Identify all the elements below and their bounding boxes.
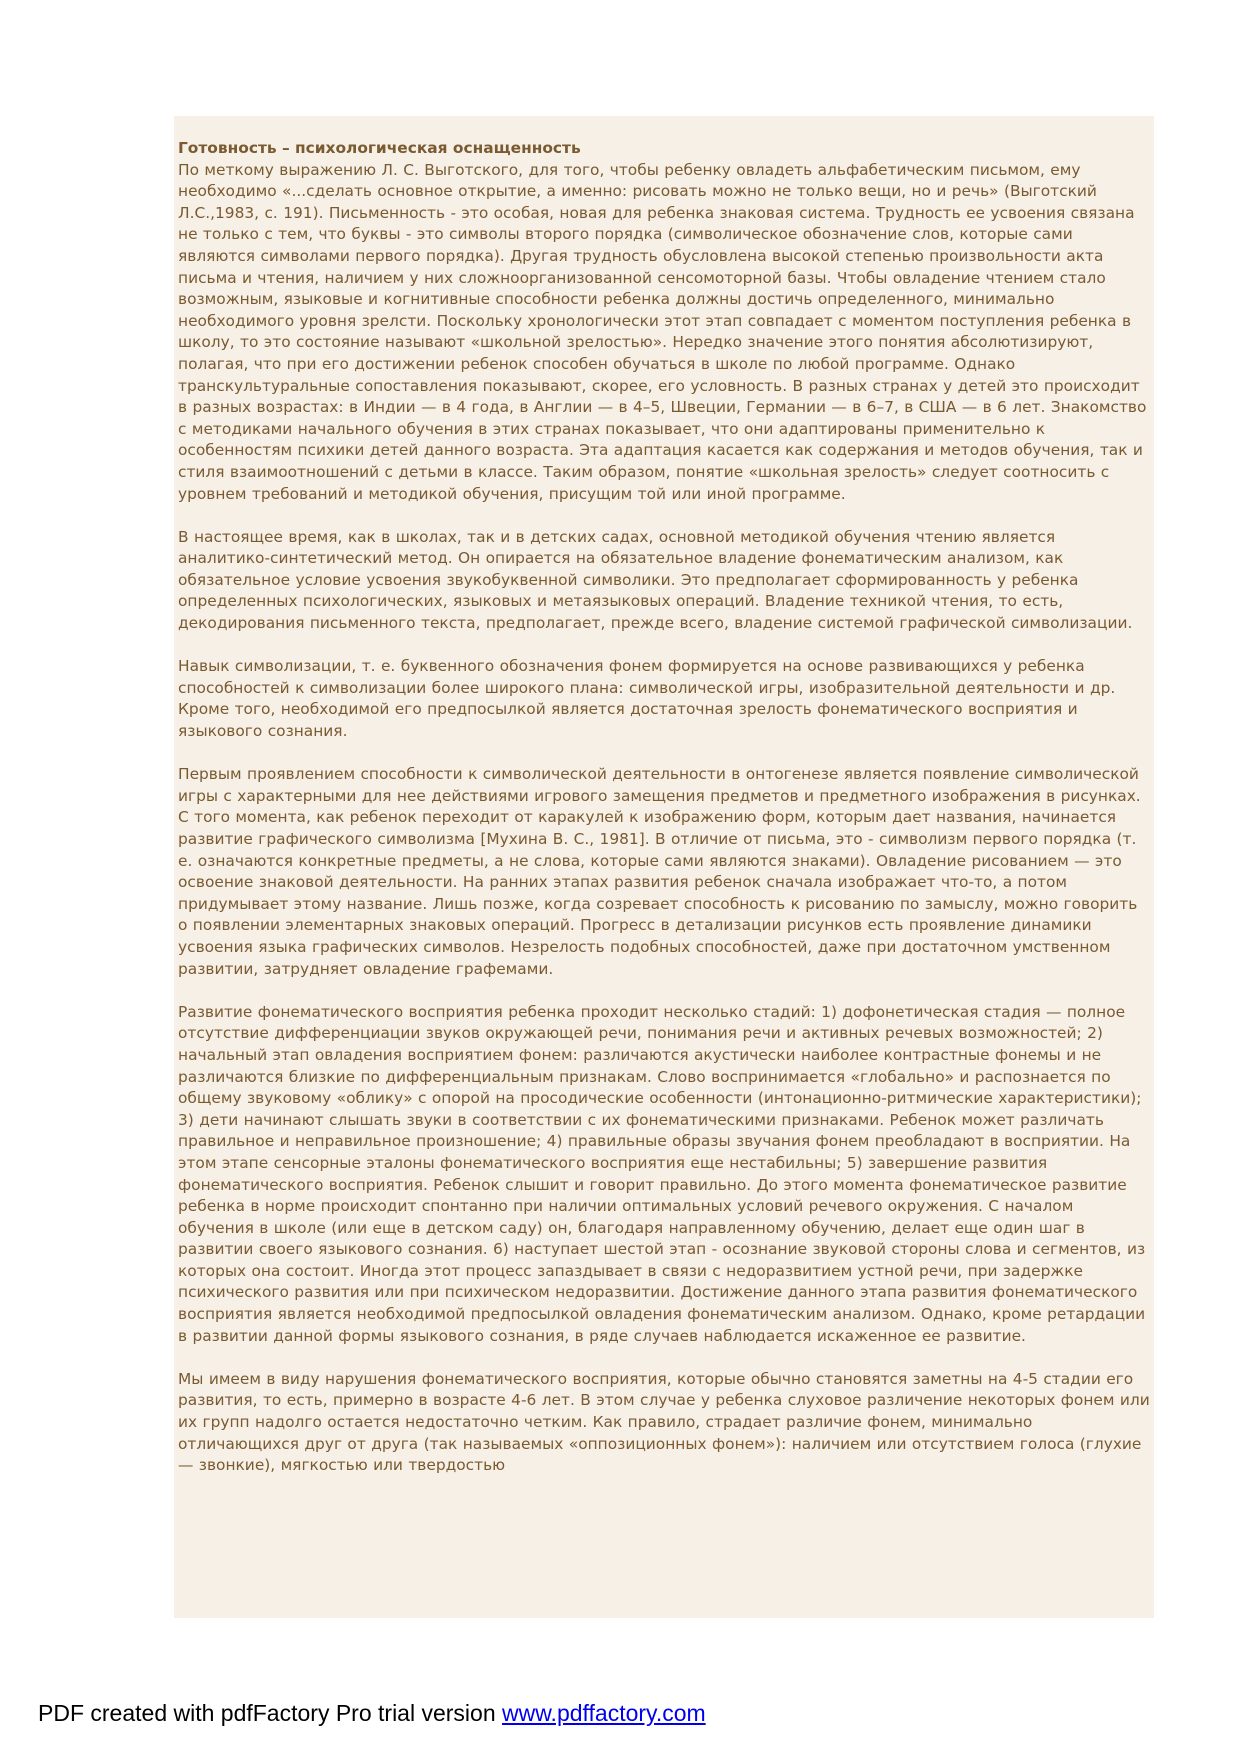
- paragraph-6: Мы имеем в виду нарушения фонематического восприятия, которые обычно становятся заметны на 4-5 стадии его развития, то есть, примерно в возрасте 4-6 лет. В этом случае у ребенка слуховое различение некоторых фонем или их групп надолго остается недостаточно четким. Как правило, страдает различие фонем, минимально отличающихся друг от друга (так называемых «оппозиционных фонем»): наличием или отсутствием голоса (глухие — звонкие), мягкостью или твердостью: [178, 1369, 1150, 1475]
- paragraph-2: В настоящее время, как в школах, так и в детских садах, основной методикой обучения чтению является аналитико-синтетический метод. Он опирается на обязательное владение фонематическим анализом, как обязательное условие усвоения звукобуквенной символики. Это предполагает сформированность у ребенка определенных психологических, языковых и метаязыковых операций. Владение техникой чтения, то есть, декодирования письменного текста, предполагает, прежде всего, владение системой графической символизации.: [178, 527, 1133, 633]
- document-heading: Готовность – психологическая оснащенность: [178, 139, 581, 157]
- document-panel: [174, 116, 1154, 1618]
- paragraph-4: Первым проявлением способности к символической деятельности в онтогенезе является появление символической игры с характерными для нее действиями игрового замещения предметов и предметного изображения в рисунках. С того момента, как ребенок переходит от каракулей к изображению форм, которым дает названия, начинается развитие графического символизма [Мухина В. С., 1981]. В отличие от письма, это - символизм первого порядка (т. е. означаются конкретные предметы, а не слова, которые сами являются знаками). Овладение рисованием — это освоение знаковой деятельности. На ранних этапах развития ребенок сначала изображает что-то, а потом придумывает этому название. Лишь позже, когда созревает способность к рисованию по замыслу, можно говорить о появлении элементарных знаковых операций. Прогресс в детализации рисунков есть проявление динамики усвоения языка графических символов. Незрелость подобных способностей, даже при достаточном умственном развитии, затрудняет овладение графемами.: [178, 765, 1141, 978]
- footer-text: PDF created with pdfFactory Pro trial version: [38, 1700, 502, 1726]
- pdffactory-link[interactable]: www.pdffactory.com: [502, 1700, 706, 1726]
- paragraph-1: По меткому выражению Л. С. Выготского, для того, чтобы ребенку овладеть альфабетическим письмом, ему необходимо «...сделать основное открытие, а именно: рисовать можно не только вещи, но и речь» (Выготский Л.С.,1983, с. 191). Письменность - это особая, новая для ребенка знаковая система. Трудность ее усвоения связана не только с тем, что буквы - это символы второго порядка (символическое обозначение слов, которые сами являются символами первого порядка). Другая трудность обусловлена высокой степенью произвольности акта письма и чтения, наличием у них сложноорганизованной сенсомоторной базы. Чтобы овладение чтением стало возможным, языковые и когнитивные способности ребенка должны достичь определенного, минимально необходимого уровня зрелсти. Поскольку хронологически этот этап совпадает с моментом поступления ребенка в школу, то это состояние называют «школьной зрелостью». Нередко значение этого понятия абсолютизируют, полагая, что при его достижении ребенок способен обучаться в школе по любой программе. Однако транскультуральные сопоставления показывают, скорее, его условность. В разных странах у детей это происходит в разных возрастах: в Индии — в 4 года, в Англии — в 4–5, Швеции, Германии — в 6–7, в США — в 6 лет. Знакомство с методиками начального обучения в этих странах показывает, что они адаптированы применительно к особенностям психики детей данного возраста. Эта адаптация касается как содержания и методов обучения, так и стиля взаимоотношений с детьми в классе. Таким образом, понятие «школьная зрелость» следует соотносить с уровнем требований и методикой обучения, присущим той или иной программе.: [178, 160, 1147, 503]
- paragraph-5: Развитие фонематического восприятия ребенка проходит несколько стадий: 1) дофонетическая стадия — полное отсутствие дифференциации звуков окружающей речи, понимания речи и активных речевых возможностей; 2) начальный этап овладения восприятием фонем: различаются акустически наиболее контрастные фонемы и не различаются близкие по дифференциальным признакам. Слово воспринимается «глобально» и распознается по общему звуковому «облику» с опорой на просодические особенности (интонационно-ритмические характеристики); 3) дети начинают слышать звуки в соответствии с их фонематическими признаками. Ребенок может различать правильное и неправильное произношение; 4) правильные образы звучания фонем преобладают в восприятии. На этом этапе сенсорные эталоны фонематического восприятия еще нестабильны; 5) завершение развития фонематического восприятия. Ребенок слышит и говорит правильно. До этого момента фонематическое развитие ребенка в норме происходит спонтанно при наличии оптимальных условий речевого окружения. С началом обучения в школе (или еще в детском саду) он, благодаря направленному обучению, делает еще один шаг в развитии своего языкового сознания. 6) наступает шестой этап - осознание звуковой стороны слова и сегментов, из которых она состоит. Иногда этот процесс запаздывает в связи с недоразвитием устной речи, при задержке психического развития или при психическом недоразвитии. Достижение данного этапа развития фонематического восприятия является необходимой предпосылкой овладения фонематическим анализом. Однако, кроме ретардации в развитии данной формы языкового сознания, в ряде случаев наблюдается искаженное ее развитие.: [178, 1002, 1146, 1345]
- paragraph-3: Навык символизации, т. е. буквенного обозначения фонем формируется на основе развивающихся у ребенка способностей к символизации более широкого плана: символической игры, изобразительной деятельности и др. Кроме того, необходимой его предпосылкой является достаточная зрелость фонематического восприятия и языкового сознания.: [178, 657, 1116, 741]
- pdf-footer: [38, 1700, 706, 1727]
